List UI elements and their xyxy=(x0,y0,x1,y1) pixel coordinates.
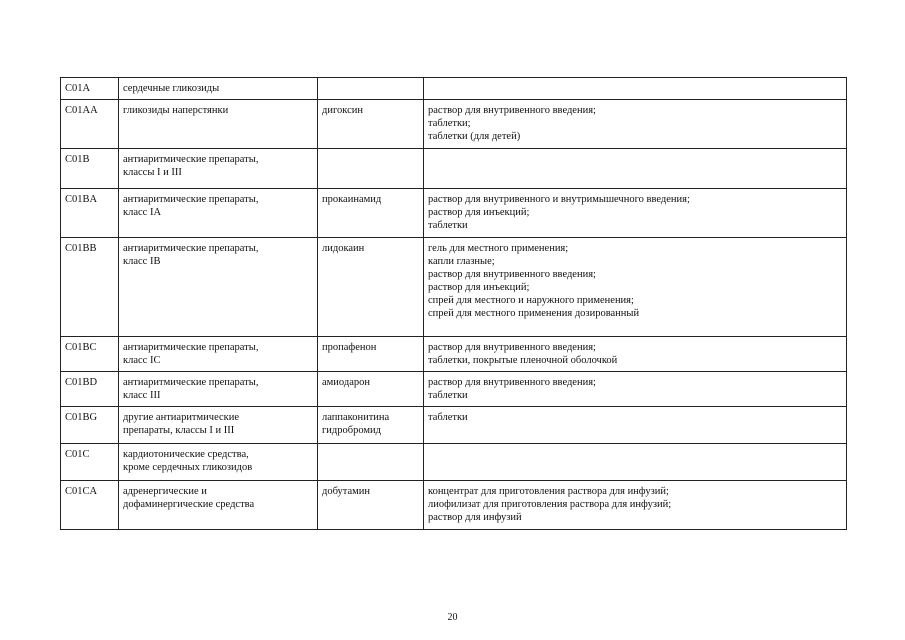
dosage-form-line: гель для местного применения; xyxy=(428,243,569,254)
drug-name-cell xyxy=(318,481,424,530)
pharmacological-group-line: гликозиды наперстянки xyxy=(123,105,229,116)
atc-code-cell xyxy=(61,481,119,530)
table-row xyxy=(61,189,847,238)
drug-name-line: дигоксин xyxy=(322,105,363,116)
atc-code: C01AA xyxy=(65,105,98,116)
drug-classification-table xyxy=(60,77,847,530)
pharmacological-group-line: сердечные гликозиды xyxy=(123,83,220,94)
atc-code-cell xyxy=(61,407,119,444)
drug-name-line: прокаинамид xyxy=(322,194,382,205)
pharmacological-group-cell xyxy=(119,238,318,337)
dosage-form-line: раствор для внутривенного введения; xyxy=(428,342,596,353)
pharmacological-group-line: класс IC xyxy=(123,355,161,366)
dosage-form-line: таблетки xyxy=(428,220,468,231)
dosage-form-line: таблетки (для детей) xyxy=(428,131,521,142)
dosage-form-line: таблетки xyxy=(428,390,468,401)
pharmacological-group-cell xyxy=(119,189,318,238)
dosage-form-line: таблетки xyxy=(428,412,468,423)
table-row xyxy=(61,337,847,372)
dosage-form-cell xyxy=(424,238,847,337)
pharmacological-group-cell xyxy=(119,337,318,372)
dosage-form-cell xyxy=(424,149,847,189)
dosage-form-cell xyxy=(424,337,847,372)
pharmacological-group-line: адренергические и xyxy=(123,486,207,497)
pharmacological-group-cell xyxy=(119,481,318,530)
pharmacological-group-line: препараты, классы I и III xyxy=(123,425,235,436)
drug-name-cell xyxy=(318,372,424,407)
page-number: 20 xyxy=(447,612,458,623)
dosage-form-line: раствор для внутривенного введения; xyxy=(428,105,596,116)
drug-name-cell xyxy=(318,407,424,444)
dosage-form-line: спрей для местного применения дозированный xyxy=(428,308,640,319)
table-row xyxy=(61,372,847,407)
pharmacological-group-line: кардиотонические средства, xyxy=(123,449,249,460)
atc-code: C01BC xyxy=(65,342,97,353)
atc-code-cell xyxy=(61,238,119,337)
table-row xyxy=(61,100,847,149)
drug-name-cell xyxy=(318,78,424,100)
pharmacological-group-line: кроме сердечных гликозидов xyxy=(123,462,253,473)
atc-code: C01BG xyxy=(65,412,98,423)
pharmacological-group-line: антиаритмические препараты, xyxy=(123,243,259,254)
dosage-form-cell xyxy=(424,481,847,530)
pharmacological-group-line: антиаритмические препараты, xyxy=(123,154,259,165)
pharmacological-group-cell xyxy=(119,372,318,407)
drug-name-cell xyxy=(318,238,424,337)
pharmacological-group-cell xyxy=(119,149,318,189)
drug-name-cell xyxy=(318,149,424,189)
dosage-form-line: таблетки, покрытые пленочной оболочкой xyxy=(428,355,618,366)
dosage-form-cell xyxy=(424,372,847,407)
atc-code: C01C xyxy=(65,449,90,460)
dosage-form-cell xyxy=(424,78,847,100)
drug-name-line: пропафенон xyxy=(322,342,377,353)
dosage-form-line: раствор для внутривенного введения; xyxy=(428,269,596,280)
pharmacological-group-line: антиаритмические препараты, xyxy=(123,194,259,205)
pharmacological-group-line: класс III xyxy=(123,390,161,401)
pharmacological-group-line: антиаритмические препараты, xyxy=(123,342,259,353)
drug-name-cell xyxy=(318,189,424,238)
pharmacological-group-line: класс IA xyxy=(123,207,162,218)
dosage-form-line: капли глазные; xyxy=(428,256,495,267)
dosage-form-line: раствор для инъекций; xyxy=(428,282,530,293)
drug-name-cell xyxy=(318,337,424,372)
table-row xyxy=(61,238,847,337)
dosage-form-line: раствор для инфузий xyxy=(428,512,522,523)
dosage-form-line: концентрат для приготовления раствора для инфузий; xyxy=(428,486,669,497)
atc-code-cell xyxy=(61,149,119,189)
pharmacological-group-cell xyxy=(119,100,318,149)
atc-code-cell xyxy=(61,100,119,149)
dosage-form-cell xyxy=(424,444,847,481)
atc-code-cell xyxy=(61,78,119,100)
atc-code: C01B xyxy=(65,154,90,165)
pharmacological-group-line: антиаритмические препараты, xyxy=(123,377,259,388)
atc-code: C01A xyxy=(65,83,91,94)
atc-code-cell xyxy=(61,444,119,481)
atc-code-cell xyxy=(61,337,119,372)
pharmacological-group-cell xyxy=(119,407,318,444)
dosage-form-line: таблетки; xyxy=(428,118,471,129)
dosage-form-line: спрей для местного и наружного применения; xyxy=(428,295,634,306)
drug-name-cell xyxy=(318,100,424,149)
pharmacological-group-line: дофаминергические средства xyxy=(123,499,255,510)
dosage-form-cell xyxy=(424,189,847,238)
atc-code-cell xyxy=(61,189,119,238)
pharmacological-group-line: классы I и III xyxy=(123,167,182,178)
pharmacological-group-line: класс IB xyxy=(123,256,161,267)
table-body xyxy=(61,78,847,530)
drug-name-line: лаппаконитина xyxy=(322,412,390,423)
atc-code: C01CA xyxy=(65,486,98,497)
atc-code: C01BB xyxy=(65,243,97,254)
atc-code: C01BA xyxy=(65,194,98,205)
table-row xyxy=(61,481,847,530)
dosage-form-cell xyxy=(424,100,847,149)
dosage-form-line: раствор для инъекций; xyxy=(428,207,530,218)
pharmacological-group-line: другие антиаритмические xyxy=(123,412,240,423)
drug-name-cell xyxy=(318,444,424,481)
atc-code: C01BD xyxy=(65,377,98,388)
table-row xyxy=(61,78,847,100)
atc-code-cell xyxy=(61,372,119,407)
pharmacological-group-cell xyxy=(119,78,318,100)
drug-name-line: лидокаин xyxy=(322,243,365,254)
dosage-form-line: раствор для внутривенного и внутримышечного введения; xyxy=(428,194,690,205)
table-row xyxy=(61,407,847,444)
dosage-form-line: раствор для внутривенного введения; xyxy=(428,377,596,388)
dosage-form-cell xyxy=(424,407,847,444)
dosage-form-line: лиофилизат для приготовления раствора для инфузий; xyxy=(428,499,672,510)
drug-name-line: гидробромид xyxy=(322,425,382,436)
table-row xyxy=(61,444,847,481)
drug-name-line: добутамин xyxy=(322,486,371,497)
table-row xyxy=(61,149,847,189)
drug-name-line: амиодарон xyxy=(322,377,370,388)
pharmacological-group-cell xyxy=(119,444,318,481)
